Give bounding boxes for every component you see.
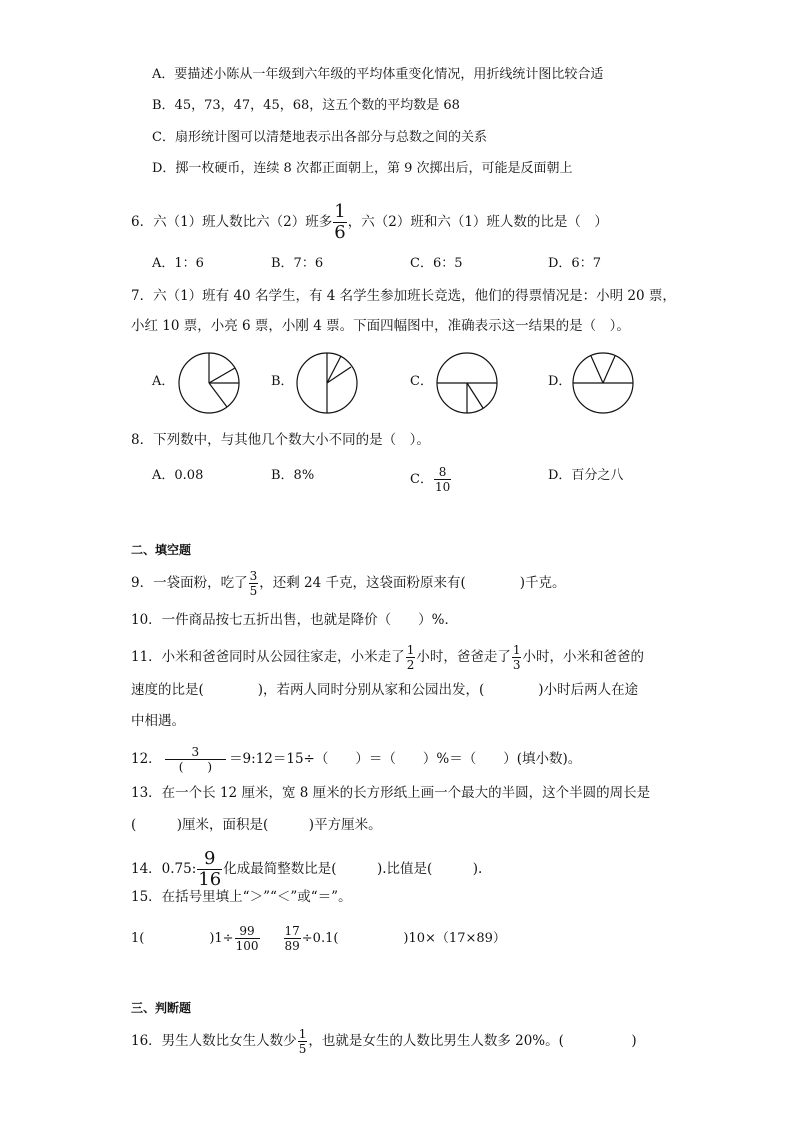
q7-option-c-label: C． bbox=[410, 374, 433, 389]
q9-fraction bbox=[249, 570, 259, 597]
q6-option-a: A．1：6 bbox=[152, 256, 204, 271]
q6-option-b: B．7：6 bbox=[271, 256, 324, 271]
q9-den: 5 bbox=[249, 584, 258, 598]
q5-option-d: D．掷一枚硬币，连续 8 次都正面朝上，第 9 次掷出后，可能是反面朝上 bbox=[152, 161, 573, 176]
q16 bbox=[131, 1028, 637, 1055]
q7-line2: 小红 10 票，小亮 6 票，小刚 4 票。下面四幅图中，准确表示这一结果的是（ ）。 bbox=[131, 318, 630, 334]
q11-part3: 小时，小米和爸爸的 bbox=[522, 649, 644, 665]
q7-option-a-label: A． bbox=[152, 374, 175, 389]
q15-a-den: 100 bbox=[235, 939, 259, 953]
q9 bbox=[131, 570, 566, 597]
q6-option-d: D．6：7 bbox=[548, 256, 601, 271]
pie-chart-b bbox=[295, 351, 359, 415]
q14-before: 14．0.75: bbox=[131, 861, 197, 877]
q8-c-num: 8 bbox=[438, 465, 447, 479]
q15-a-fraction bbox=[235, 925, 260, 952]
q7-option-b-label: B． bbox=[271, 374, 294, 389]
q15-comparisons bbox=[131, 925, 506, 952]
q6-stem-before: 6．六（1）班人数比六（2）班多 bbox=[131, 214, 333, 230]
q12-num: 3 bbox=[191, 745, 200, 759]
q14 bbox=[131, 850, 482, 889]
q12-fraction bbox=[165, 746, 226, 773]
q16-num: 1 bbox=[298, 1027, 307, 1041]
q12-den: ( ) bbox=[165, 759, 226, 773]
q8-option-c-label: C． bbox=[410, 472, 433, 487]
q8-stem: 8．下列数中，与其他几个数大小不同的是（ ）。 bbox=[131, 432, 430, 448]
q8-option-a: A．0.08 bbox=[152, 468, 204, 483]
q8-option-c bbox=[410, 466, 452, 493]
q6-option-c: C．6：5 bbox=[410, 256, 463, 271]
q12-label: 12． bbox=[131, 751, 162, 767]
q12-after: ＝9:12＝15÷（ ）＝（ ）%＝（ ）(填小数)。 bbox=[229, 751, 582, 767]
q11-f1-den: 2 bbox=[406, 658, 415, 672]
q14-den: 16 bbox=[198, 869, 222, 890]
q6-stem-after: ，六（2）班和六（1）班人数的比是（ ） bbox=[347, 214, 608, 230]
q11-line3: 中相遇。 bbox=[131, 713, 185, 729]
q15-stem: 15．在括号里填上“＞”“＜”或“＝”。 bbox=[131, 889, 352, 905]
q15-a-before: 1( )1÷ bbox=[131, 931, 234, 946]
q11-part1: 11．小米和爸爸同时从公园往家走，小米走了 bbox=[131, 649, 405, 665]
q13-line1: 13．在一个长 12 厘米，宽 8 厘米的长方形纸上画一个最大的半圆，这个半圆的周长是 bbox=[131, 785, 651, 801]
q16-before: 16．男生人数比女生人数少 bbox=[131, 1033, 297, 1049]
q9-num: 3 bbox=[249, 569, 258, 583]
q6-frac-num: 1 bbox=[334, 201, 346, 222]
q15-b-fraction bbox=[284, 925, 301, 952]
q9-after: ，还剩 24 千克，这袋面粉原来有( )千克。 bbox=[259, 575, 566, 591]
q9-before: 9．一袋面粉，吃了 bbox=[131, 575, 248, 591]
q16-after: ，也就是女生的人数比男生人数多 20%。( ) bbox=[308, 1033, 637, 1049]
q7-option-d-label: D． bbox=[548, 374, 572, 389]
q12 bbox=[131, 746, 581, 773]
q14-num: 9 bbox=[204, 848, 216, 869]
q11-f1-num: 1 bbox=[406, 643, 415, 657]
q15-a-num: 99 bbox=[239, 924, 255, 938]
q8-c-den: 10 bbox=[434, 480, 451, 494]
q13-line2: ( )厘米，面积是( )平方厘米。 bbox=[131, 817, 382, 833]
q11-part2: 小时，爸爸走了 bbox=[416, 649, 511, 665]
pie-chart-d bbox=[571, 351, 635, 415]
q11-f2-den: 3 bbox=[512, 658, 521, 672]
q5-option-a: A．要描述小陈从一年级到六年级的平均体重变化情况，用折线统计图比较合适 bbox=[152, 67, 604, 82]
q8-option-d: D．百分之八 bbox=[548, 468, 624, 483]
q14-after: 化成最简整数比是( ).比值是( ). bbox=[223, 861, 483, 877]
q11-fraction-2 bbox=[512, 644, 522, 671]
q8-option-c-fraction bbox=[434, 466, 451, 493]
q11-line2: 速度的比是( )，若两人同时分别从家和公园出发，( )小时后两人在途 bbox=[131, 682, 639, 698]
q5-option-b: B．45，73，47，45，68，这五个数的平均数是 68 bbox=[152, 98, 460, 113]
q10: 10．一件商品按七五折出售，也就是降价（ ）%． bbox=[131, 612, 459, 628]
q6-fraction bbox=[333, 203, 346, 242]
pie-chart-a bbox=[177, 351, 241, 415]
q11-line1 bbox=[131, 644, 644, 671]
q11-fraction-1 bbox=[406, 644, 416, 671]
q15-b-den: 89 bbox=[284, 939, 300, 953]
q5-option-c: C．扇形统计图可以清楚地表示出各部分与总数之间的关系 bbox=[152, 130, 487, 145]
q14-fraction bbox=[197, 850, 222, 889]
section-heading-fill-in: 二、填空题 bbox=[131, 543, 192, 557]
section-heading-true-false: 三、判断题 bbox=[131, 1001, 192, 1015]
q7-line1: 7．六（1）班有 40 名学生，有 4 名学生参加班长竞选，他们的得票情况是：小明 20 票， bbox=[131, 288, 676, 304]
q15-b-num: 17 bbox=[284, 924, 300, 938]
pie-chart-c bbox=[435, 351, 499, 415]
q15-b-after: ÷0.1( )10×（17×89） bbox=[301, 931, 506, 946]
q16-den: 5 bbox=[298, 1042, 307, 1056]
q8-option-b: B．8% bbox=[271, 468, 315, 483]
q6-frac-den: 6 bbox=[334, 222, 346, 243]
q11-f2-num: 1 bbox=[512, 643, 521, 657]
q6-stem bbox=[131, 203, 608, 242]
q16-fraction bbox=[298, 1028, 308, 1055]
